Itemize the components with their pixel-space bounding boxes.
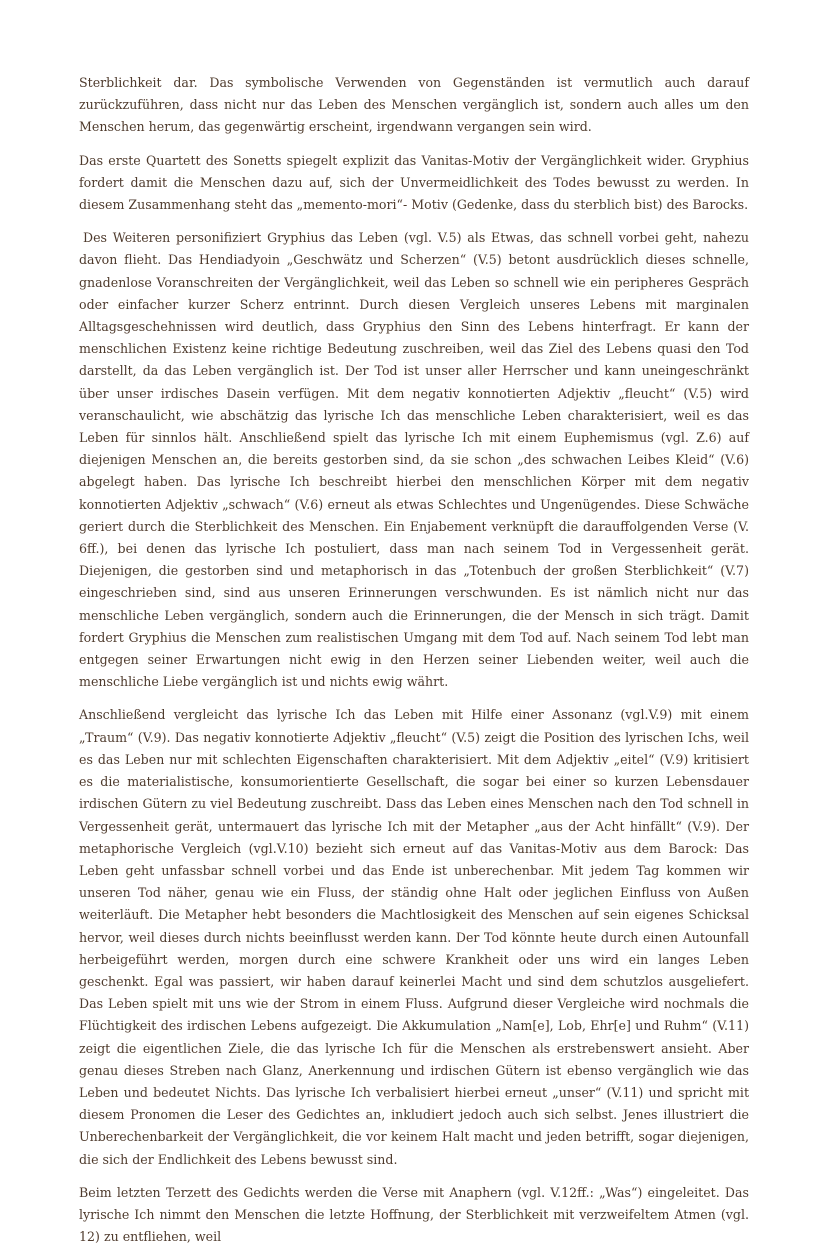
paragraph-5: Beim letzten Terzett des Gedichts werden die Verse mit Anaphern (vgl. V.12ff.: „Was“) eingeleitet. Das lyrische Ich nimmt den Menschen die letzte Hoffnung, der Sterblichkeit mit verzweifeltem Atmen (vgl. 12) zu entfliehen, weil [79, 1184, 749, 1245]
paragraph-3: Des Weiteren personifiziert Gryphius das Leben (vgl. V.5) als Etwas, das schnell vorbei geht, nahezu davon flieht. Das Hendiadyoin „Geschwätz und Scherzen“ (V.5) betont ausdrücklich dieses schnelle, gnadenlose Voranschreiten der Vergänglichkeit, weil das Leben so schnell wie ein peripheres Gespräch oder einfacher kurzer Scherz entrinnt. Durch diesen Vergleich unseres Lebens mit marginalen Alltagsgeschehnissen wird deutlich, dass Gryphius den Sinn des Lebens hinterfragt. Er kann der menschlichen Existenz keine richtige Bedeutung zuschreiben, weil das Ziel des Lebens quasi den Tod darstellt, da das Leben vergänglich ist. Der Tod ist unser aller Herrscher und kann uneingeschränkt über unser irdisches Dasein verfügen. Mit dem negativ konnotierten Adjektiv „fleucht“ (V.5) wird veranschaulicht, wie abschätzig das lyrische Ich das menschliche Leben charakterisiert, weil es das Leben für sinnlos hält. Anschließend spielt das lyrische Ich mit einem Euphemismus (vgl. Z.6) auf diejenigen Menschen an, die bereits gestorben sind, da sie schon „des schwachen Leibes Kleid“ (V.6) abgelegt haben. Das lyrische Ich beschreibt hierbei den menschlichen Körper mit dem negativ konnotierten Adjektiv „schwach“ (V.6) erneut als etwas Schlechtes und Ungenügendes. Diese Schwäche geriert durch die Sterblichkeit des Menschen. Ein Enjabement verknüpft die darauffolgenden Verse (V. 6ff.), bei denen das lyrische Ich postuliert, dass man nach seinem Tod in Vergessenheit gerät. Diejenigen, die gestorben sind und metaphorisch in das „Totenbuch der großen Sterblichkeit“ (V.7) eingeschrieben sind, sind aus unseren Erinnerungen verschwunden. Es ist nämlich nicht nur das menschliche Leben vergänglich, sondern auch die Erinnerungen, die der Mensch in sich trägt. Damit fordert Gryphius die Menschen zum realistischen Umgang mit dem Tod auf. Nach seinem Tod lebt man entgegen seiner Erwartungen nicht ewig in den Herzen seiner Liebenden weiter, weil auch die menschliche Liebe vergänglich ist und nichts ewig währt. [79, 230, 749, 690]
paragraph-1: Sterblichkeit dar. Das symbolische Verwenden von Gegenständen ist vermutlich auch darauf zurückzuführen, dass nicht nur das Leben des Menschen vergänglich ist, sondern auch alles um den Menschen herum, das gegenwärtig erscheint, irgendwann vergangen sein wird. [79, 75, 749, 135]
paragraph-4: Anschließend vergleicht das lyrische Ich das Leben mit Hilfe einer Assonanz (vgl.V.9) mit einem „Traum“ (V.9). Das negativ konnotierte Adjektiv „fleucht“ (V.5) zeigt die Position des lyrischen Ichs, weil es das Leben nur mit schlechten Eigenschaften charakterisiert. Mit dem Adjektiv „eitel“ (V.9) kritisiert es die materialistische, konsumorientierte Gesellschaft, die sogar bei einer so kurzen Lebensdauer irdischen Gütern zu viel Bedeutung zuschreibt. Dass das Leben eines Menschen nach den Tod schnell in Vergessenheit gerät, untermauert das lyrische Ich mit der Metapher „aus der Acht hinfällt“ (V.9). Der metaphorische Vergleich (vgl.V.10) bezieht sich erneut auf das Vanitas-Motiv aus dem Barock: Das Leben geht unfassbar schnell vorbei und das Ende ist unberechenbar. Mit jedem Tag kommen wir unseren Tod näher, genau wie ein Fluss, der ständig ohne Halt oder jeglichen Einfluss von Außen weiterläuft. Die Metapher hebt besonders die Machtlosigkeit des Menschen auf sein eigenes Schicksal hervor, weil dieses durch nichts beeinflusst werden kann. Der Tod könnte heute durch einen Autounfall herbeigeführt werden, morgen durch eine schwere Krankheit oder uns wird ein langes Leben geschenkt. Egal was passiert, wir haben darauf keinerlei Macht und sind dem schutzlos ausgeliefert. Das Leben spielt mit uns wie der Strom in einem Fluss. Aufgrund dieser Vergleiche wird nochmals die Flüchtigkeit des irdischen Lebens aufgezeigt. Die Akkumulation „Nam[e], Lob, Ehr[e] und Ruhm“ (V.11) zeigt die eigentlichen Ziele, die das lyrische Ich für die Menschen als erstrebenswert ansieht. Aber genau dieses Streben nach Glanz, Anerkennung und irdischen Gütern ist ebenso vergänglich wie das Leben und bedeutet Nichts. Das lyrische Ich verbalisiert hierbei erneut „unser“ (V.11) und spricht mit diesem Pronomen die Leser des Gedichtes an, inkludiert jedoch auch sich selbst. Jenes illustriert die Unberechenbarkeit der Vergänglichkeit, die vor keinem Halt macht und jeden betrifft, sogar diejenigen, die sich der Endlichkeit des Lebens bewusst sind. [79, 707, 749, 1167]
document-page [79, 72, 749, 1259]
paragraph-2: Das erste Quartett des Sonetts spiegelt explizit das Vanitas-Motiv der Vergänglichkeit wider. Gryphius fordert damit die Menschen dazu auf, sich der Unvermeidlichkeit des Todes bewusst zu werden. In diesem Zusammenhang steht das „memento-mori“- Motiv (Gedenke, dass du sterblich bist) des Barocks. [79, 152, 749, 213]
